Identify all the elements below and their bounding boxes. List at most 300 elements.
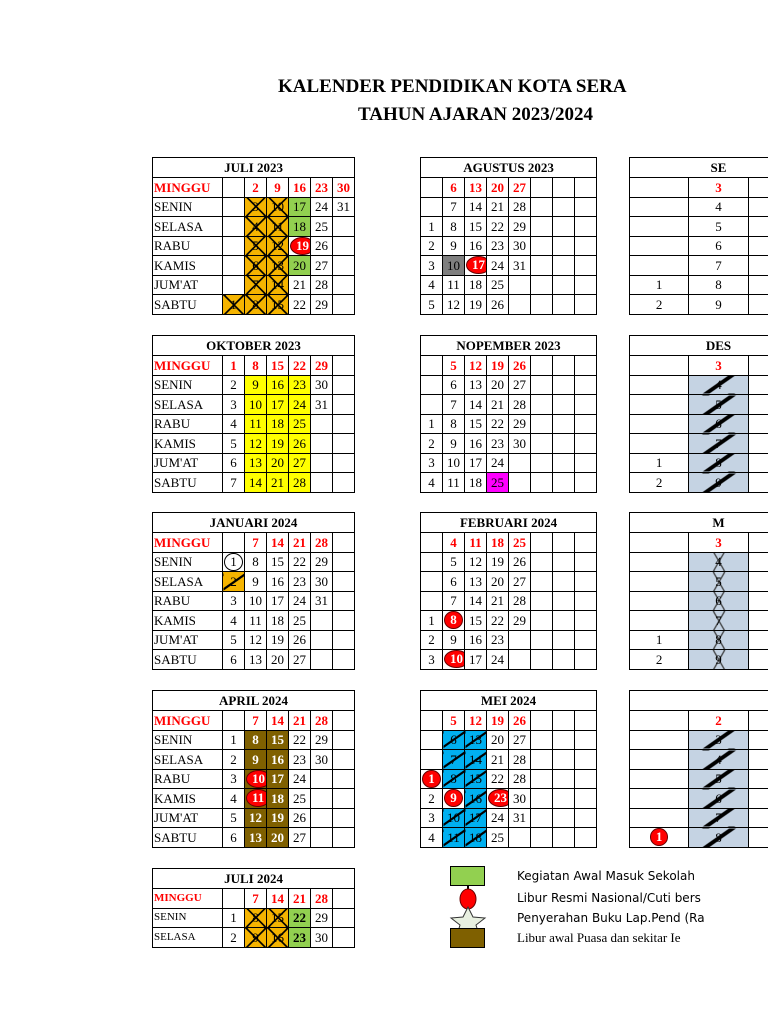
week-row (630, 395, 768, 415)
date-cell (421, 750, 443, 770)
date-cell (333, 711, 355, 731)
date-cell: 28 (311, 711, 333, 731)
date-cell: 15 (267, 730, 289, 750)
date-cell (531, 552, 553, 572)
date-cell: 2 (630, 650, 689, 670)
date-cell: 4 (223, 789, 245, 809)
month-calendar (152, 868, 355, 948)
date-cell (465, 256, 487, 276)
date-cell (333, 928, 355, 948)
date-cell: 15 (267, 908, 289, 928)
date-cell: 20 (487, 178, 509, 198)
date-cell: 11 (443, 473, 465, 493)
date-cell (575, 808, 597, 828)
month-calendar (629, 157, 768, 315)
week-row (153, 533, 355, 553)
date-cell: 20 (267, 828, 289, 848)
date-cell (531, 295, 553, 315)
week-row (153, 375, 355, 395)
date-cell (509, 275, 531, 295)
date-cell (531, 769, 553, 789)
week-row (153, 750, 355, 770)
date-cell: 19 (267, 808, 289, 828)
week-row (421, 650, 597, 670)
date-cell (630, 356, 689, 376)
week-row (630, 434, 768, 454)
date-cell (421, 769, 443, 789)
week-row (630, 375, 768, 395)
date-cell: 19 (487, 552, 509, 572)
date-cell: 30 (311, 375, 333, 395)
date-cell: 11 (245, 414, 267, 434)
date-cell (223, 275, 245, 295)
date-cell: 14 (267, 711, 289, 731)
date-cell (333, 789, 355, 809)
week-row (421, 434, 597, 454)
date-cell: 31 (509, 256, 531, 276)
date-cell (421, 197, 443, 217)
date-cell: 8 (443, 769, 465, 789)
date-cell: 2 (223, 928, 245, 948)
date-cell: 18 (267, 611, 289, 631)
date-cell (311, 769, 333, 789)
day-label: SENIN (153, 908, 223, 928)
date-cell: 8 (245, 908, 267, 928)
date-cell (311, 650, 333, 670)
date-cell: 5 (223, 630, 245, 650)
date-cell (575, 256, 597, 276)
date-cell (311, 828, 333, 848)
date-cell (748, 217, 768, 237)
green-box-icon (450, 866, 485, 886)
date-cell: 6 (223, 650, 245, 670)
date-cell (575, 395, 597, 415)
date-cell (575, 356, 597, 376)
week-row (153, 356, 355, 376)
month-name (630, 691, 768, 711)
date-cell: 26 (311, 236, 333, 256)
date-cell (553, 256, 575, 276)
date-cell: 29 (311, 295, 333, 315)
week-row (421, 395, 597, 415)
date-cell (748, 650, 768, 670)
date-cell: 10 (443, 256, 465, 276)
date-cell (531, 808, 553, 828)
date-cell: 31 (311, 591, 333, 611)
page-subtitle: TAHUN AJARAN 2023/2024 (358, 104, 594, 125)
date-cell: 24 (289, 591, 311, 611)
date-cell: 3 (689, 533, 748, 553)
date-cell (748, 375, 768, 395)
date-cell: 15 (465, 217, 487, 237)
date-cell: 4 (443, 533, 465, 553)
date-cell (575, 750, 597, 770)
date-cell: 24 (487, 453, 509, 473)
date-cell: 8 (245, 730, 267, 750)
date-cell: 22 (289, 730, 311, 750)
date-cell: 21 (289, 711, 311, 731)
week-row (421, 769, 597, 789)
date-cell (333, 769, 355, 789)
week-row (630, 750, 768, 770)
date-cell: 7 (443, 750, 465, 770)
date-cell: 14 (465, 197, 487, 217)
date-cell: 3 (689, 730, 748, 750)
date-cell (748, 236, 768, 256)
date-cell (333, 414, 355, 434)
date-cell: 4 (223, 611, 245, 631)
date-cell: 20 (487, 572, 509, 592)
date-cell: 16 (267, 375, 289, 395)
date-cell (531, 473, 553, 493)
date-cell: 22 (289, 295, 311, 315)
date-cell (509, 453, 531, 473)
date-cell (748, 275, 768, 295)
date-cell: 26 (289, 434, 311, 454)
date-cell (630, 808, 689, 828)
date-cell: 2 (223, 572, 245, 592)
date-cell (553, 295, 575, 315)
date-cell: 5 (689, 572, 748, 592)
date-cell (421, 395, 443, 415)
date-cell (531, 178, 553, 198)
date-cell: 25 (289, 611, 311, 631)
date-cell (575, 375, 597, 395)
month-name: AGUSTUS 2023 (421, 158, 597, 178)
date-cell: 29 (311, 908, 333, 928)
holiday-marker: 1 (650, 828, 669, 846)
day-label: KAMIS (153, 789, 223, 809)
date-cell: 31 (333, 197, 355, 217)
date-cell: 6 (689, 789, 748, 809)
date-cell: 14 (465, 750, 487, 770)
date-cell: 28 (311, 275, 333, 295)
date-cell (553, 453, 575, 473)
week-row (421, 178, 597, 198)
day-label: RABU (153, 414, 223, 434)
date-cell: 22 (487, 611, 509, 631)
date-cell: 3 (421, 256, 443, 276)
date-cell: 28 (509, 591, 531, 611)
date-cell (748, 711, 768, 731)
week-row (153, 828, 355, 848)
date-cell: 17 (267, 395, 289, 415)
date-cell (748, 552, 768, 572)
date-cell: 5 (689, 217, 748, 237)
date-cell (531, 275, 553, 295)
date-cell (333, 533, 355, 553)
date-cell: 10 (443, 453, 465, 473)
date-cell: 25 (487, 473, 509, 493)
date-cell (333, 650, 355, 670)
date-cell (421, 533, 443, 553)
holiday-marker: 17 (466, 256, 487, 274)
date-cell: 21 (267, 473, 289, 493)
date-cell (553, 197, 575, 217)
date-cell: 22 (487, 217, 509, 237)
date-cell (748, 730, 768, 750)
legend-label: Libur Resmi Nasional/Cuti bers (517, 891, 701, 905)
date-cell (748, 750, 768, 770)
date-cell: 19 (267, 630, 289, 650)
day-label: SELASA (153, 395, 223, 415)
date-cell: 9 (245, 750, 267, 770)
date-cell: 15 (267, 356, 289, 376)
date-cell: 13 (245, 453, 267, 473)
date-cell: 24 (289, 395, 311, 415)
date-cell: 5 (689, 395, 748, 415)
date-cell (531, 236, 553, 256)
date-cell (748, 256, 768, 276)
date-cell: 24 (289, 769, 311, 789)
date-cell: 2 (421, 789, 443, 809)
date-cell: 17 (465, 808, 487, 828)
date-cell (575, 275, 597, 295)
date-cell (630, 572, 689, 592)
date-cell: 22 (289, 908, 311, 928)
date-cell: 3 (689, 356, 748, 376)
date-cell (443, 789, 465, 809)
date-cell (223, 889, 245, 909)
date-cell: 27 (289, 650, 311, 670)
week-row (630, 630, 768, 650)
date-cell: 5 (223, 808, 245, 828)
date-cell: 21 (289, 275, 311, 295)
day-label: SABTU (153, 828, 223, 848)
date-cell (223, 552, 245, 572)
date-cell: 6 (689, 414, 748, 434)
date-cell (333, 591, 355, 611)
date-cell: 1 (630, 630, 689, 650)
day-label: JUM'AT (153, 453, 223, 473)
date-cell (333, 395, 355, 415)
date-cell: 27 (509, 730, 531, 750)
week-row (153, 889, 355, 909)
month-calendar (629, 335, 768, 493)
month-name: APRIL 2024 (153, 691, 355, 711)
date-cell: 5 (443, 711, 465, 731)
date-cell: 12 (465, 552, 487, 572)
date-cell (553, 236, 575, 256)
date-cell: 13 (465, 730, 487, 750)
holiday-marker: 10 (444, 650, 465, 668)
date-cell (333, 750, 355, 770)
date-cell (630, 178, 689, 198)
date-cell (531, 197, 553, 217)
date-cell: 11 (465, 533, 487, 553)
date-cell: 25 (487, 275, 509, 295)
date-cell: 27 (289, 453, 311, 473)
month-calendar (420, 512, 597, 670)
date-cell (223, 256, 245, 276)
date-cell (311, 414, 333, 434)
week-row (421, 808, 597, 828)
date-cell: 1 (223, 356, 245, 376)
date-cell: 25 (289, 789, 311, 809)
week-row (421, 750, 597, 770)
date-cell: 23 (289, 750, 311, 770)
date-cell (630, 789, 689, 809)
day-label: RABU (153, 769, 223, 789)
date-cell: 21 (487, 395, 509, 415)
date-cell (333, 889, 355, 909)
date-cell (509, 630, 531, 650)
date-cell: 18 (267, 789, 289, 809)
date-cell (575, 414, 597, 434)
date-cell: 10 (245, 591, 267, 611)
date-cell: 31 (509, 808, 531, 828)
date-cell: 9 (443, 630, 465, 650)
date-cell (575, 217, 597, 237)
date-cell (748, 808, 768, 828)
date-cell (553, 178, 575, 198)
date-cell: 9 (245, 572, 267, 592)
date-cell: 27 (509, 572, 531, 592)
week-row (630, 295, 768, 315)
date-cell (553, 769, 575, 789)
date-cell: 12 (443, 295, 465, 315)
date-cell: 21 (289, 533, 311, 553)
date-cell (333, 572, 355, 592)
date-cell: 22 (487, 414, 509, 434)
week-row (630, 275, 768, 295)
date-cell (311, 473, 333, 493)
date-cell (509, 295, 531, 315)
date-cell (575, 611, 597, 631)
date-cell (575, 178, 597, 198)
date-cell: 29 (509, 414, 531, 434)
date-cell: 15 (465, 414, 487, 434)
date-cell: 8 (689, 630, 748, 650)
date-cell: 6 (689, 236, 748, 256)
date-cell: 7 (443, 197, 465, 217)
date-cell (575, 591, 597, 611)
holiday-marker: 19 (290, 237, 311, 255)
week-row (630, 808, 768, 828)
month-calendar (420, 690, 597, 848)
date-cell (748, 769, 768, 789)
date-cell (748, 591, 768, 611)
holiday-marker: 10 (246, 770, 267, 788)
date-cell: 11 (443, 275, 465, 295)
date-cell: 26 (509, 552, 531, 572)
month-name: MEI 2024 (421, 691, 597, 711)
date-cell (630, 533, 689, 553)
date-cell (748, 414, 768, 434)
date-cell (333, 217, 355, 237)
date-cell: 3 (421, 453, 443, 473)
date-cell: 21 (289, 889, 311, 909)
date-cell (333, 375, 355, 395)
date-cell: 2 (223, 375, 245, 395)
date-cell (245, 769, 267, 789)
date-cell (630, 197, 689, 217)
month-calendar (629, 512, 768, 670)
date-cell: 6 (443, 730, 465, 750)
date-cell: 19 (487, 711, 509, 731)
week-row (630, 414, 768, 434)
date-cell: 17 (267, 591, 289, 611)
holiday-marker: 23 (488, 789, 509, 807)
date-cell: 28 (509, 769, 531, 789)
date-cell (630, 217, 689, 237)
date-cell: 21 (487, 591, 509, 611)
date-cell: 19 (465, 295, 487, 315)
date-cell: 10 (443, 808, 465, 828)
legend-label: Penyerahan Buku Lap.Pend (Ra (517, 911, 705, 925)
date-cell: 7 (223, 473, 245, 493)
date-cell: 6 (223, 453, 245, 473)
date-cell: 21 (487, 750, 509, 770)
date-cell: 9 (443, 434, 465, 454)
week-row (630, 552, 768, 572)
date-cell (575, 473, 597, 493)
date-cell: 15 (465, 769, 487, 789)
holiday-marker: 8 (444, 611, 463, 629)
day-label: KAMIS (153, 434, 223, 454)
date-cell: 28 (509, 395, 531, 415)
date-cell (575, 630, 597, 650)
week-row (421, 630, 597, 650)
date-cell (630, 711, 689, 731)
page-title: KALENDER PENDIDIKAN KOTA SERA (278, 76, 627, 97)
date-cell: 11 (245, 611, 267, 631)
date-cell: 1 (223, 908, 245, 928)
legend-label: Kegiatan Awal Masuk Sekolah (517, 869, 695, 883)
month-name: M (630, 513, 768, 533)
date-cell: 18 (267, 414, 289, 434)
date-cell (575, 828, 597, 848)
week-row (421, 730, 597, 750)
date-cell (311, 630, 333, 650)
date-cell (531, 533, 553, 553)
week-row (421, 414, 597, 434)
date-cell: 16 (267, 572, 289, 592)
date-cell: 22 (487, 769, 509, 789)
day-label: SABTU (153, 473, 223, 493)
date-cell (223, 217, 245, 237)
week-row (153, 769, 355, 789)
week-row (630, 533, 768, 553)
date-cell: 13 (465, 572, 487, 592)
date-cell: 7 (443, 395, 465, 415)
week-row (421, 375, 597, 395)
week-row (421, 473, 597, 493)
week-row (153, 197, 355, 217)
date-cell (575, 197, 597, 217)
date-cell (531, 750, 553, 770)
date-cell (531, 828, 553, 848)
date-cell (487, 789, 509, 809)
date-cell (223, 711, 245, 731)
date-cell (443, 650, 465, 670)
date-cell (421, 711, 443, 731)
date-cell: 9 (689, 473, 748, 493)
date-cell: 8 (689, 275, 748, 295)
date-cell (630, 591, 689, 611)
date-cell: 7 (689, 611, 748, 631)
date-cell (333, 473, 355, 493)
date-cell: 2 (245, 178, 267, 198)
date-cell (575, 295, 597, 315)
date-cell: 6 (443, 572, 465, 592)
date-cell (575, 236, 597, 256)
date-cell (443, 611, 465, 631)
date-cell (333, 828, 355, 848)
date-cell (421, 591, 443, 611)
date-cell: 23 (487, 630, 509, 650)
date-cell: 14 (267, 275, 289, 295)
